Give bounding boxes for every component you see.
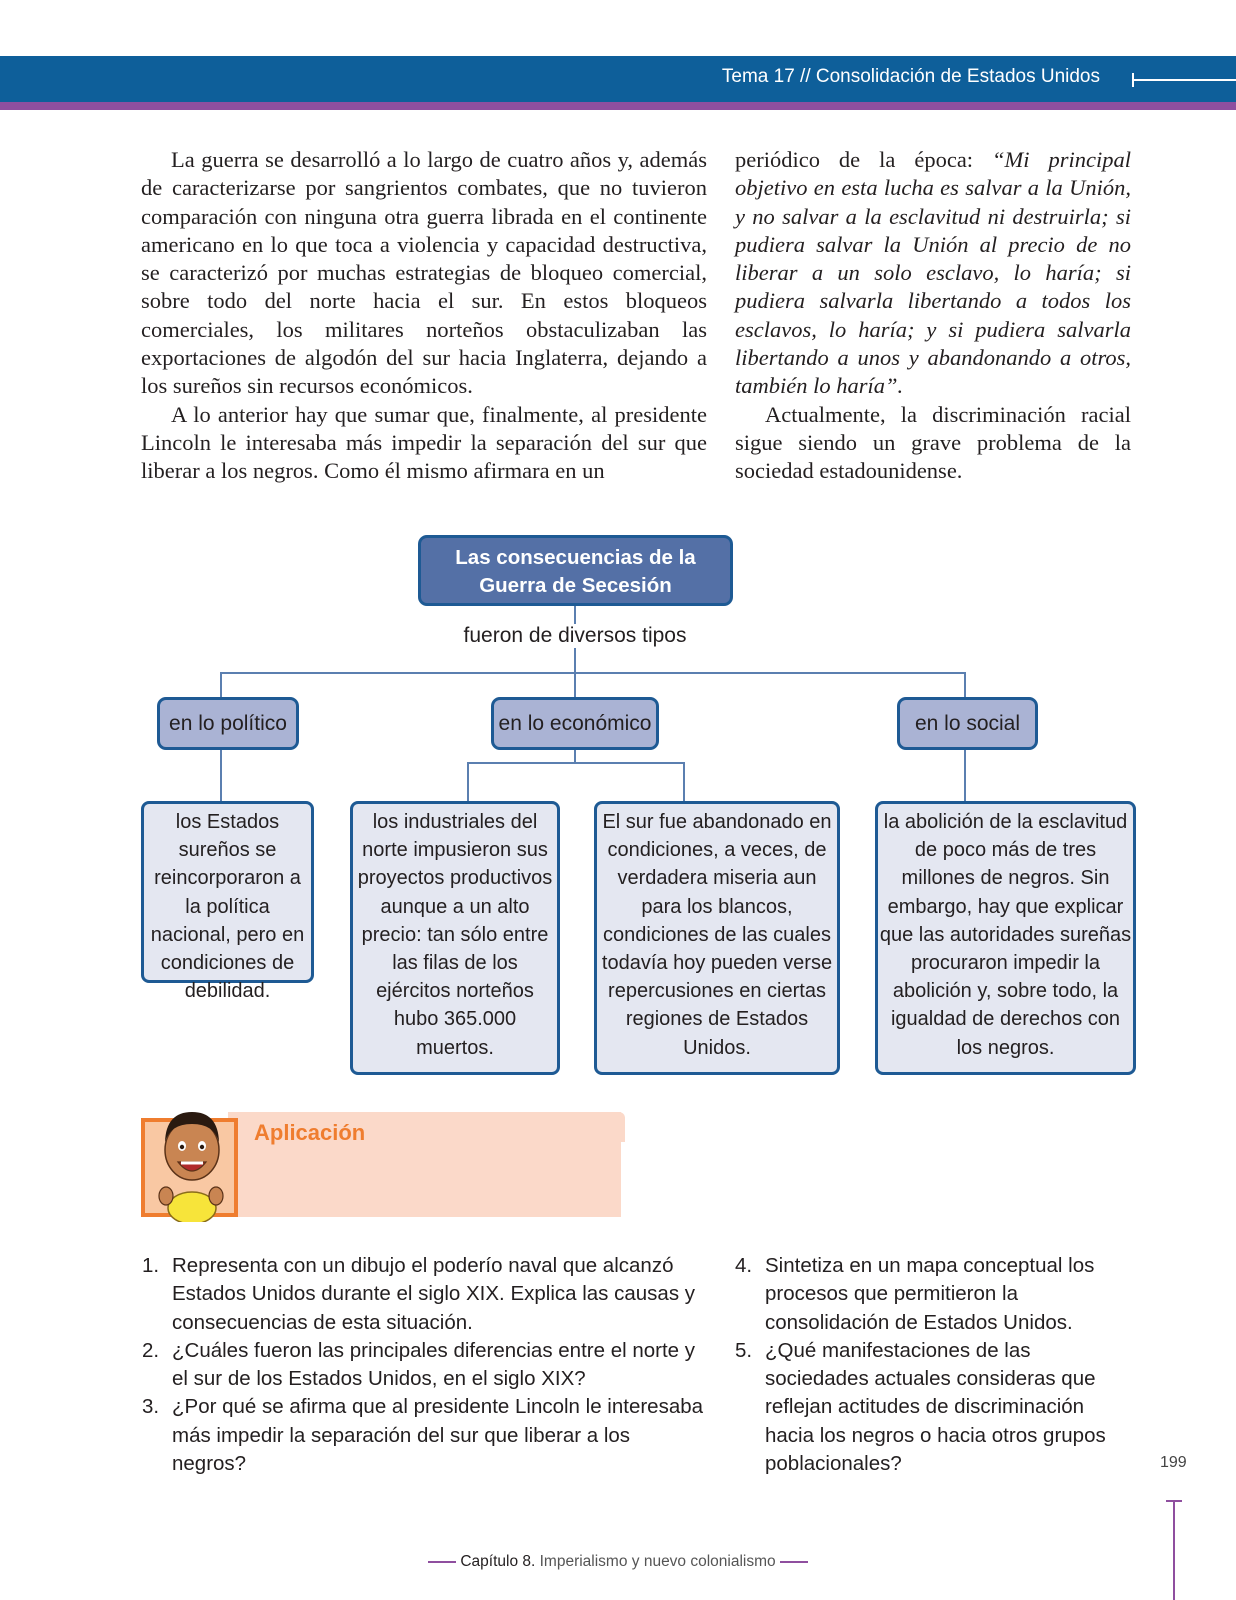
exercise-text: Sintetiza en un mapa conceptual los procesos que permitieron la consolidación de Estados Unidos. [765, 1254, 1095, 1334]
footer-rule-right [780, 1561, 808, 1563]
page-number: 199 [1160, 1454, 1187, 1471]
footer-rule-left [428, 1561, 456, 1563]
category-political: en lo político [157, 697, 299, 750]
footer-title: Imperialismo y nuevo colonialismo [539, 1553, 776, 1570]
exercise-number: 2. [142, 1338, 160, 1362]
body-column-left [141, 146, 707, 486]
body-column-right [735, 146, 1131, 486]
exercise-text: Representa con un dibujo el poderío naval que alcanzó Estados Unidos durante el siglo XIX. Explica las causas y consecuencias de esta situación. [172, 1254, 696, 1334]
exercise-item [735, 1337, 1135, 1478]
header-tick [1132, 73, 1134, 87]
exercise-number: 4. [735, 1254, 753, 1277]
exercise-item [142, 1337, 708, 1394]
exercise-number: 1. [142, 1254, 160, 1277]
page-footer [0, 1553, 1236, 1571]
exercise-item [735, 1252, 1135, 1337]
paragraph: La guerra se desarrolló a lo largo de cuatro años y, además de caracterizarse por sangrientos combates, que no tuvieron comparación con ninguna otra guerra librada en el continente americano en lo que toca a violencia y capacidad destructiva, se caracterizó por muchas estrategias de bloqueo comercial, sobre todo del norte hacia el sur. En estos bloqueos comerciales, los militares norteños obstaculizaban las exportaciones de algodón del sur hacia Inglaterra, dejando a los sureños sin recursos económicos. [141, 147, 707, 399]
leaf-social: la abolición de la esclavitud de poco más de tres millones de negros. Sin embargo, hay que explicar que las autoridades sureñas procuraron impedir la abolición y, sobre todo, la igualdad de derechos con los negros. [875, 801, 1136, 1075]
paragraph: A lo anterior hay que sumar que, finalmente, al presidente Lincoln le interesaba más impedir la separación del sur que liberar a los negros. Como él mismo afirmara en un [141, 401, 707, 484]
concept-map-root: Las consecuencias de la Guerra de Secesión [418, 535, 733, 606]
exercise-text: ¿Cuáles fueron las principales diferencias entre el norte y el sur de los Estados Unidos, en el siglo XIX? [172, 1338, 696, 1391]
footer-chapter: Capítulo 8. [460, 1553, 536, 1570]
exercise-text: ¿Por qué se afirma que al presidente Lincoln le interesaba más impedir la separación del sur que liberar a los negros? [172, 1395, 704, 1476]
connector [468, 763, 684, 801]
mascot-boy-icon [148, 1104, 238, 1222]
quote-paragraph [735, 146, 1131, 401]
header-stripe [0, 102, 1236, 110]
exercise-list-right [735, 1252, 1135, 1478]
concept-map-link-label: fueron de diversos tipos [430, 624, 720, 648]
exercise-item [142, 1252, 708, 1337]
connector [221, 673, 965, 697]
exercise-text: ¿Qué manifestaciones de las sociedades actuales consideras que reflejan actitudes de discriminación hacia los negros o hacia otros grupos poblacionales? [765, 1338, 1106, 1476]
category-social: en lo social [897, 697, 1038, 750]
leaf-economic-north: los industriales del norte impusieron sus proyectos productivos aunque a un alto precio: tan sólo entre las filas de los ejércitos norteños hubo 365.000 muertos. [350, 801, 560, 1075]
exercise-list-left [142, 1252, 708, 1478]
category-economic: en lo económico [491, 697, 659, 750]
exercise-item [142, 1393, 708, 1478]
side-rule [1173, 1500, 1175, 1600]
leaf-economic-south: El sur fue abandonado en condiciones, a veces, de verdadera miseria aun para los blancos, condiciones de las cuales todavía hoy pueden verse repercusiones en ciertas regiones de Estados Unidos. [594, 801, 840, 1075]
lincoln-quote: “Mi principal objetivo en esta lucha es salvar a la Unión, y no salvar a la esclavitud ni destruirla; si pudiera salvar la Unión al precio de no liberar a un solo esclavo, lo haría; si pudiera salvarla libertando a todos los esclavos, lo haría; y si pudiera salvarla libertando a unos y abandonando a otros, también lo haría”. [735, 147, 1132, 399]
aplicacion-title: Aplicación [254, 1120, 366, 1145]
exercise-number: 5. [735, 1338, 753, 1362]
quote-lead: periódico de la época: [735, 147, 993, 172]
header-rule [1132, 79, 1236, 81]
running-header-title: Tema 17 // Consolidación de Estados Unidos [721, 66, 1100, 87]
paragraph: Actualmente, la discriminación racial sigue siendo un grave problema de la sociedad estadounidense. [735, 401, 1131, 484]
leaf-political: los Estados sureños se reincorporaron a la política nacional, pero en condiciones de debilidad. [141, 801, 314, 983]
exercise-number: 3. [142, 1395, 160, 1419]
